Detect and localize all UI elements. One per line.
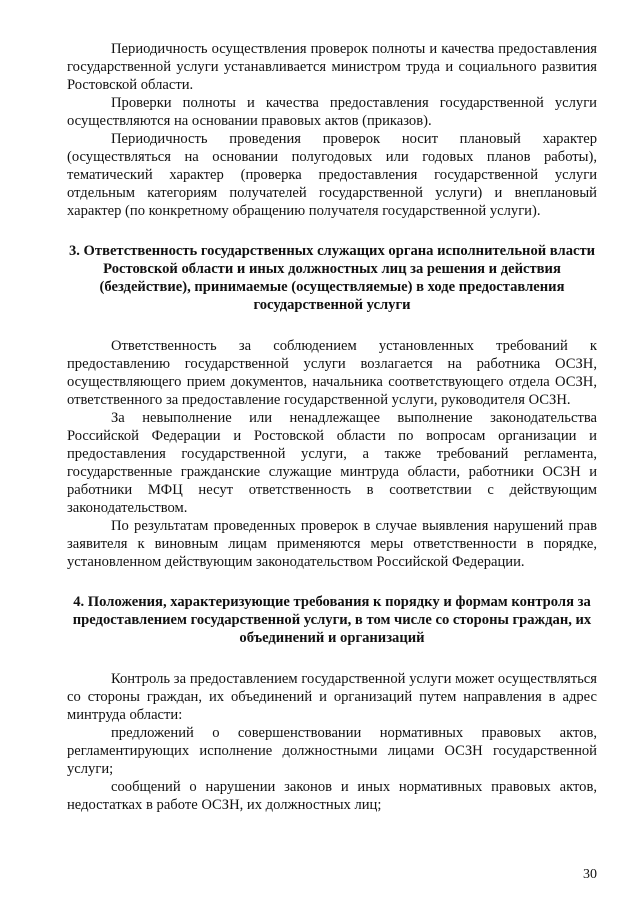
section-heading-4: 4. Положения, характеризующие требования к порядку и формам контроля за предоставлением государственной услуги, в том числе со стороны граждан, их объединений и организаций <box>72 594 592 646</box>
document-page <box>67 40 597 814</box>
paragraph: Периодичность осуществления проверок полноты и качества предоставления государственной услуги устанавливается министром труда и социального развития Ростовской области. <box>67 41 597 93</box>
paragraph: За невыполнение или ненадлежащее выполнение законодательства Российской Федерации и Ростовской области по вопросам организации и предоставления государственной услуги, а также требований регламента, государственные гражданские служащие минтруда области, работники ОСЗН и работники МФЦ несут ответственность в соответствии с действующим законодательством. <box>67 410 597 516</box>
section-heading-3: 3. Ответственность государственных служащих органа исполнительной власти Ростовской области и иных должностных лиц за решения и действия (бездействие), принимаемые (осуществляемые) в ходе предоставления государственной услуги <box>68 243 596 313</box>
paragraph: Периодичность проведения проверок носит плановый характер (осуществляться на основании полугодовых или годовых планов работы), тематический характер (проверка предоставления государственной услуги отдельным категориям получателей государственной услуги) и внеплановый характер (по конкретному обращению получателя государственной услуги). <box>67 131 597 219</box>
paragraph: Ответственность за соблюдением установленных требований к предоставлению государственной услуги возлагается на работника ОСЗН, осуществляющего прием документов, начальника соответствующего отдела ОСЗН, ответственного за предоставление государственной услуги, руководителя ОСЗН. <box>67 338 597 408</box>
paragraph: предложений о совершенствовании нормативных правовых актов, регламентирующих исполнение должностными лицами ОСЗН государственной услуги; <box>67 725 597 777</box>
paragraph: Контроль за предоставлением государственной услуги может осуществляться со стороны граждан, их объединений и организаций путем направления в адрес минтруда области: <box>67 671 597 723</box>
page-number: 30 <box>583 867 597 882</box>
paragraph: сообщений о нарушении законов и иных нормативных правовых актов, недостатках в работе ОСЗН, их должностных лиц; <box>67 779 597 813</box>
paragraph: Проверки полноты и качества предоставления государственной услуги осуществляются на основании правовых актов (приказов). <box>67 95 597 129</box>
paragraph: По результатам проведенных проверок в случае выявления нарушений прав заявителя к виновным лицам применяются меры ответственности в порядке, установленном действующим законодательством Российской Федерации. <box>67 518 597 570</box>
